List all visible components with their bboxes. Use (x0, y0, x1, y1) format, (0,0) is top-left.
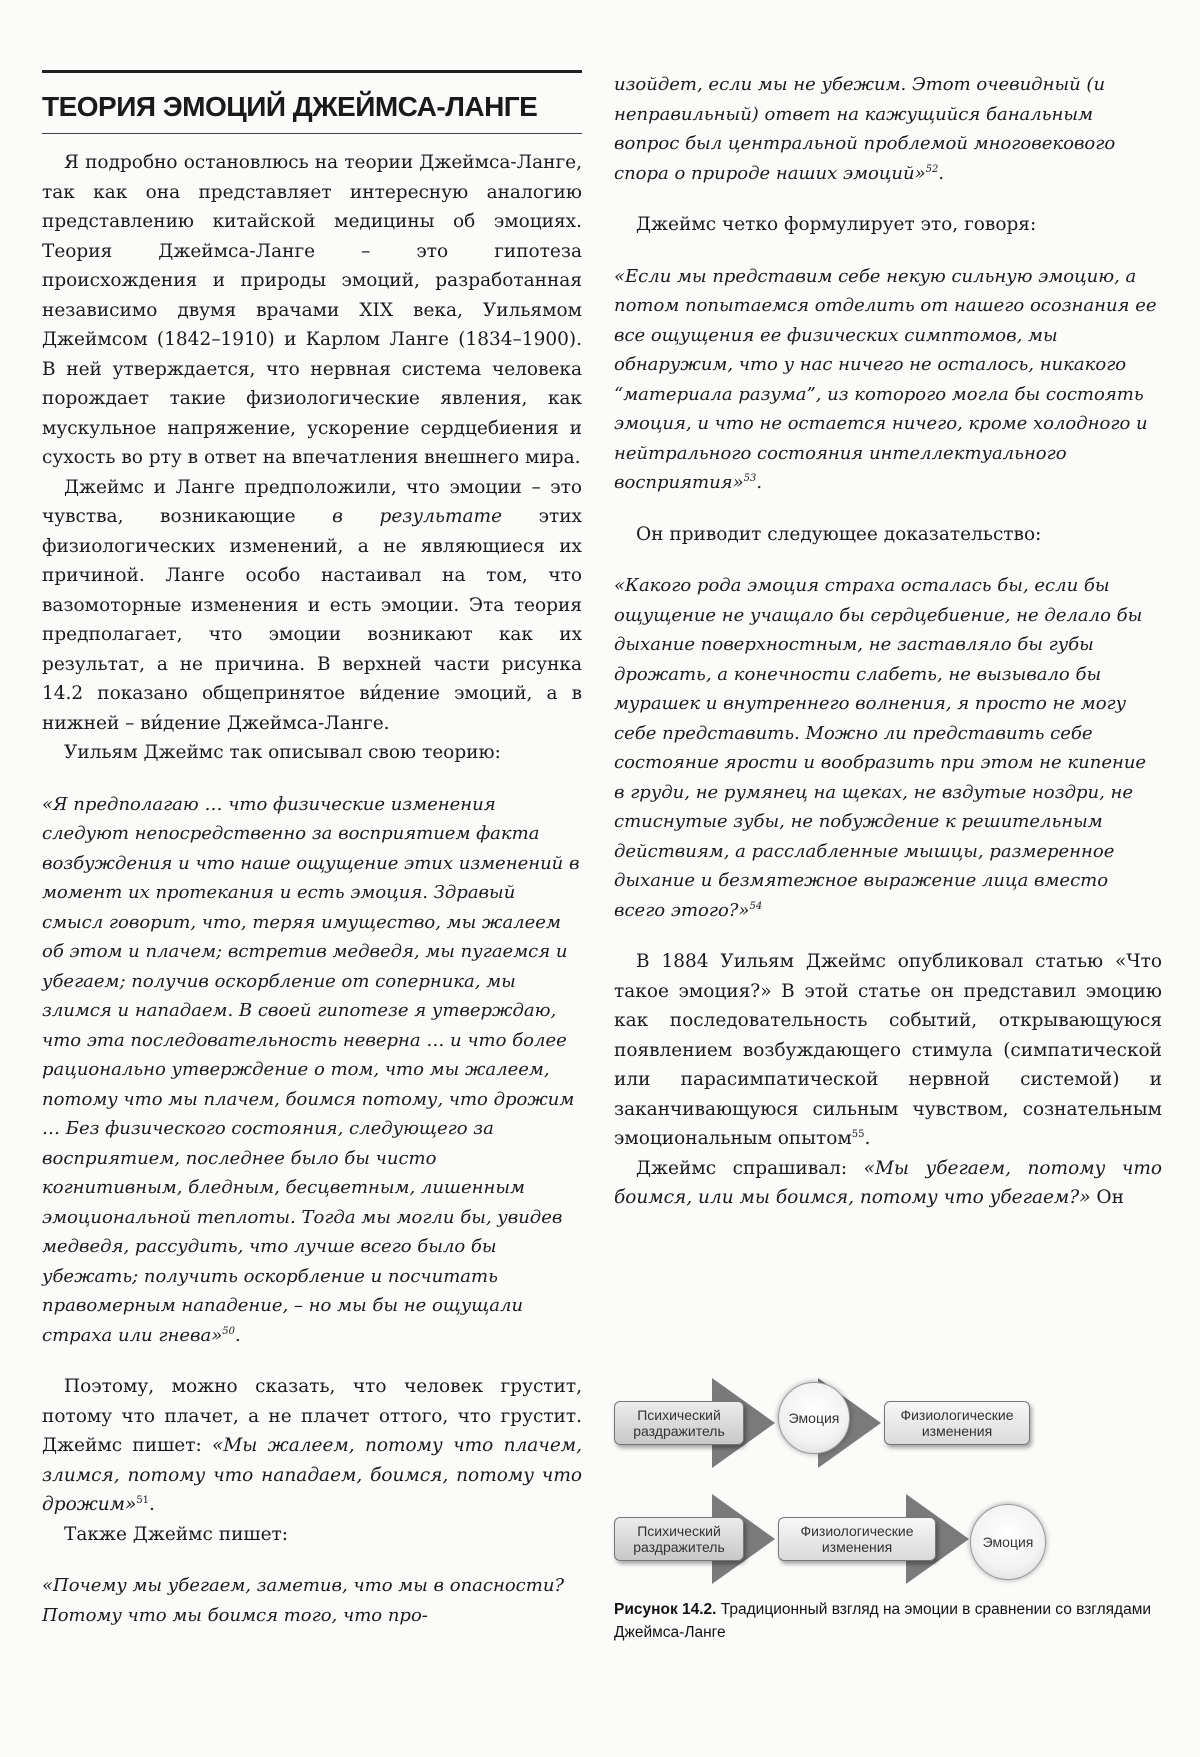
footnote-ref: 55 (851, 1128, 865, 1140)
emotion-circle-james-lange: Эмоция (970, 1504, 1046, 1580)
stimulus-box-james-lange: Психический раздражитель (614, 1517, 744, 1561)
quote-fear: «Какого рода эмоция страха осталась бы, если бы ощущение не учащало бы сердцебиение, не делало бы дыхание поверхностным, не заставляло бы губы дрожать, а конечности слабеть, не вызывало бы мурашек и внутреннего волнения, я просто не могу себе представить. Можно ли представить себе состояние ярости и вообразить при этом не кипение в груди, не румянец на щеках, не вздутые ноздри, не стиснутые зубы, не побуждение к решительным действиям, а расслабленные мышцы, размеренное дыхание и безмятежное выражение лица вместо всего этого?»$^{54}$ (614, 575, 1147, 921)
caption-label: Рисунок 14.2. (614, 1601, 717, 1618)
emphasis-text: в результате (332, 506, 503, 527)
paragraph-intro: Я подробно остановлюсь на теории Джеймса-Ланге, так как она представляет интересную аналогию представлению китайской медицины об эмоциях. Теория Джеймса-Ланге – это гипотеза происхождения и природы эмоций, разработанная независимо двумя врачами XIX века, Уильямом Джеймсом (1842–1910) и Карлом Ланге (1834–1900). В ней утверждается, что нервная система человека порождает такие физиологические явления, как мускульное напряжение, ускорение сердцебиения и сухость во рту в ответ на впечатления внешнего мира. (42, 152, 582, 468)
emotion-circle-traditional: Эмоция (778, 1382, 850, 1454)
footnote-ref: 51 (136, 1494, 150, 1506)
quote-why-run-end: изойдет, если мы не убежим. Этот очевидный (и неправильный) ответ на кажущийся банальным вопрос был центральной проблемой многовекового спора о природе наших эмоций»$^{52}$. (614, 74, 1116, 184)
right-column (614, 70, 1162, 1213)
quote-why-run-start: «Почему мы убегаем, заметив, что мы в опасности? Потому что мы боимся того, что про- (42, 1575, 565, 1626)
quote-strong-emotion: «Если мы представим себе некую сильную эмоцию, а потом попытаемся отделить от нашего осознания ее все ощущения ее физических симптомов, мы обнаружим, что у нас ничего не осталось, никакого “материала разума”, из которого могла бы состоять эмоция, и что не остается ничего, кроме холодного и нейтрального состояния интеллектуального восприятия»$^{53}$. (614, 265, 1157, 493)
paragraph-hypothesis: Джеймс и Ланге предположили, что эмоции – это чувства, возникающие в результате этих физиологических изменений, а не являющиеся их причиной. Ланге особо настаивал на том, что вазомоторные изменения и есть эмоции. Эта теория предполагает, что эмоции возникают как их результат, а не причина. В верхней части рисунка 14.2 показано общепринятое ви́дение эмоций, а в нижней – ви́дение Джеймса-Ланге. (42, 476, 582, 734)
quote-james-theory: «Я предполагаю … что физические изменения следуют непосредственно за восприятием факта возбуждения и что наше ощущение этих изменений в момент их протекания и есть эмоция. Здравый смысл говорит, что, теряя имущество, мы жалеем об этом и плачем; встретив медведя, мы пугаемся и убегаем; получив оскорбление от соперника, мы злимся и нападаем. В своей гипотезе я утверждаю, что эта последовательность неверна … и что более рационально утверждение о том, что мы жалеем, потому что мы плачем, боимся потому, что дрожим … Без физического состояния, следующего за восприятием, последнее было бы чисто когнитивным, бледным, бесцветным, лишенным эмоциональной теплоты. Тогда мы могли бы, увидев медведя, рассудить, что лучше всего было бы убежать; получить оскорбление и посчитать правомерным нападение, – но мы бы не ощущали страха или гнева»$^{50}$. (42, 793, 580, 1346)
physiology-box-james-lange: Физиологические изменения (778, 1517, 936, 1561)
emphasis-text: «Мы убегаем, потому что боимся, или мы боимся, потому что убегаем?» (614, 1157, 1163, 1208)
footnote-ref: 52 (925, 163, 939, 175)
paragraph-1884-article: В 1884 Уильям Джеймс опубликовал статью «Что такое эмоция?» В этой статье он представил эмоцию как последовательность событий, открывающуюся появлением возбуждающего стимула (симпатической или парасимпатической нервной системой) и заканчивающуюся сильным чувством, сознательным эмоциональным опытом$^{55}$. (614, 951, 1162, 1149)
figure-14-2 (614, 1374, 1162, 1644)
left-column (42, 70, 582, 1630)
paragraph-james-asked: Джеймс спрашивал: «Мы убегаем, потому что боимся, или мы боимся, потому что убегаем?» Он (614, 1157, 1163, 1208)
footnote-ref: 53 (743, 473, 757, 484)
stimulus-box-traditional: Психический раздражитель (614, 1401, 744, 1445)
footnote-ref: 50 (222, 1325, 235, 1337)
emphasis-text: «Мы жалеем, потому что плачем, злимся, потому что нападаем, боимся, потому что дрожим» (42, 1435, 582, 1515)
paragraph-sad-because-cry: Поэтому, можно сказать, что человек грустит, потому что плачет, а не плачет оттого, что грустит. Джеймс пишет: «Мы жалеем, потому что плачем, злимся, потому что нападаем, боимся, потому что дрожим»$^{51}$. (42, 1376, 582, 1515)
footnote-ref: 54 (749, 900, 763, 912)
paragraph-also-writes: Также Джеймс пишет: (64, 1523, 289, 1545)
physiology-box-traditional: Физиологические изменения (884, 1401, 1030, 1445)
paragraph-james-formulates: Джеймс четко формулирует это, говоря: (636, 214, 1037, 235)
figure-caption: Рисунок 14.2. Традиционный взгляд на эмоции в сравнении со взглядами Джеймса-Ланге (614, 1601, 1152, 1641)
paragraph-proof: Он приводит следующее доказательство: (636, 523, 1042, 545)
section-heading: ТЕОРИЯ ЭМОЦИЙ ДЖЕЙМСА-ЛАНГЕ (42, 70, 582, 134)
paragraph-james-described: Уильям Джеймс так описывал свою теорию: (64, 742, 501, 763)
